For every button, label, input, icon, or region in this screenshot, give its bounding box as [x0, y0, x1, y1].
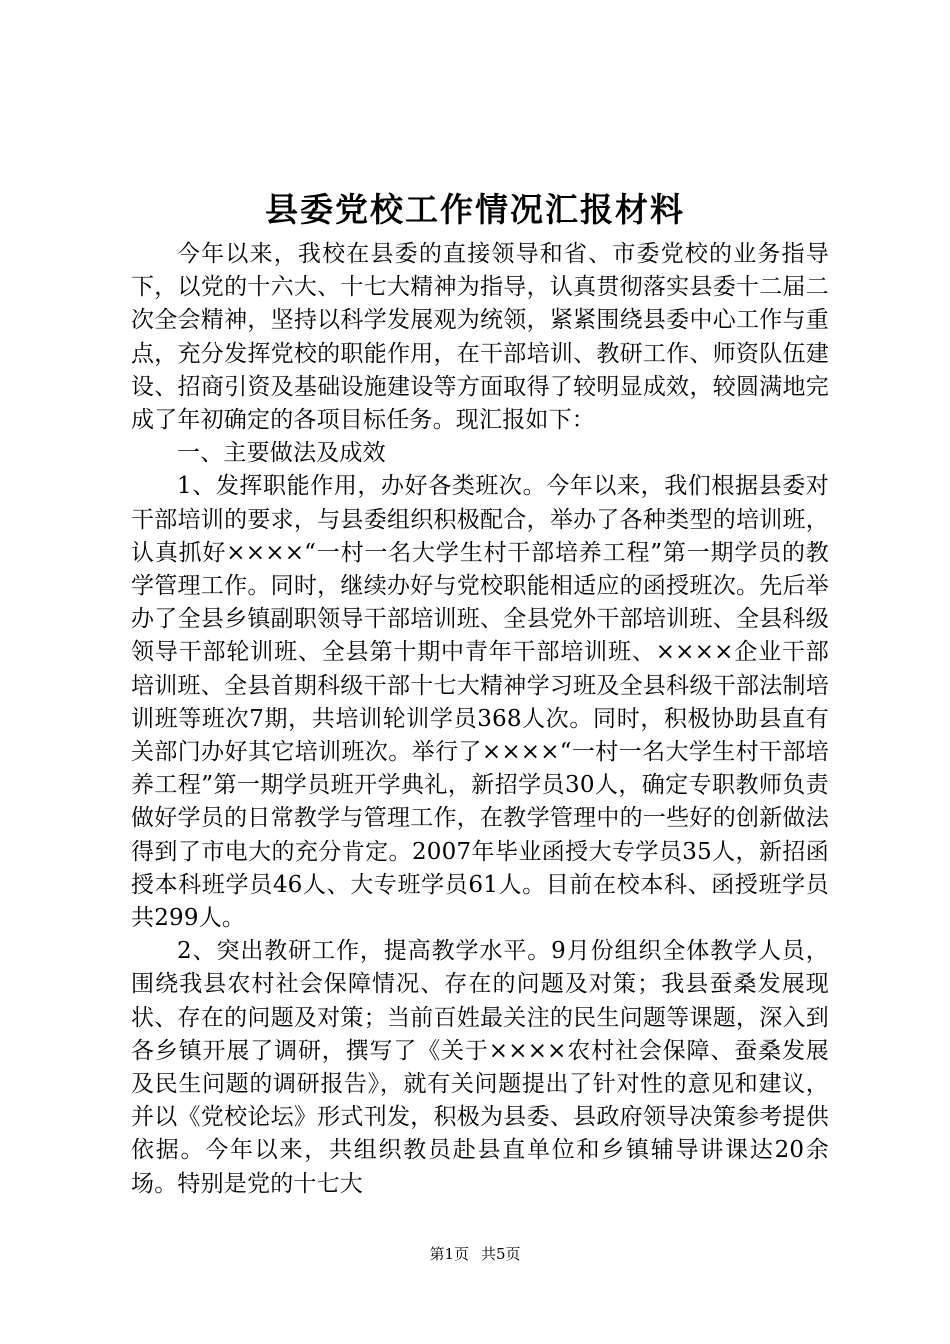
section-heading: 一、主要做法及成效: [177, 440, 386, 467]
document-title: 县委党校工作情况汇报材料: [265, 190, 685, 229]
paragraph-item-1: 1、发挥职能作用，办好各类班次。今年以来，我们根据县委对干部培训的要求，与县委组织积极配合，举办了各种类型的培训班，认真抓好××××“一村一名大学生村干部培养工程”第一期学员的教学管理工作。同时，继续办好与党校职能相适应的函授班次。先后举办了全县乡镇副职领导干部培训班、全县党外干部培训班、全县科级领导干部轮训班、全县第十期中青年干部培训班、××××企业干部培训班、全县首期科级干部十七大精神学习班及全县科级干部法制培训班等班次7期，共培训轮训学员368人次。同时，积极协助县直有关部门办好其它培训班次。举行了××××“一村一名大学生村干部培养工程”第一期学员班开学典礼，新招学员30人，确定专职教师负责做好学员的日常教学与管理工作，在教学管理中的一些好的创新做法得到了市电大的充分肯定。2007年毕业函授大专学员35人，新招函授本科班学员46人、大专班学员61人。目前在校本科、函授班学员共299人。: [131, 473, 829, 932]
page-total: 共5页: [481, 1245, 521, 1263]
document-body: [131, 238, 829, 1201]
page-number: 第1页: [429, 1245, 469, 1263]
paragraph-intro: 今年以来，我校在县委的直接领导和省、市委党校的业务指导下，以党的十六大、十七大精神为指导，认真贯彻落实县委十二届二次全会精神，坚持以科学发展观为统领，紧紧围绕县委中心工作与重点，充分发挥党校的职能作用，在干部培训、教研工作、师资队伍建设、招商引资及基础设施建设等方面取得了较明显成效，较圆满地完成了年初确定的各项目标任务。现汇报如下：: [131, 241, 829, 434]
paragraph-item-2: 2、突出教研工作，提高教学水平。9月份组织全体教学人员，围绕我县农村社会保障情况、存在的问题及对策；我县蚕桑发展现状、存在的问题及对策；当前百姓最关注的民生问题等课题，深入到各乡镇开展了调研，撰写了《关于××××农村社会保障、蚕桑发展及民生问题的调研报告》，就有关问题提出了针对性的意见和建议，并以《党校论坛》形式刊发，积极为县委、县政府领导决策参考提供依据。今年以来，共组织教员赴县直单位和乡镇辅导讲课达20余场。特别是党的十七大: [131, 938, 829, 1197]
page-footer: [0, 1244, 950, 1264]
